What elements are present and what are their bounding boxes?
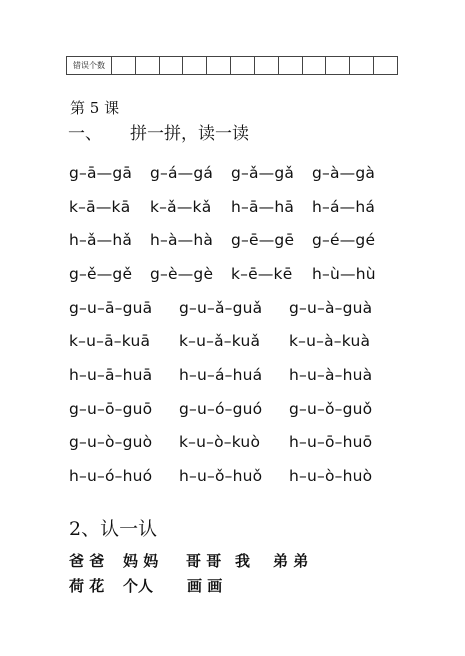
error-count-cell xyxy=(112,57,136,74)
error-count-cell xyxy=(303,57,327,74)
pinyin-item: k–ē—kē xyxy=(231,264,293,283)
pinyin-row xyxy=(69,190,399,224)
pinyin-item: k–ā—kā xyxy=(69,197,131,216)
error-count-cell xyxy=(279,57,303,74)
pinyin-item: g–é—gé xyxy=(312,231,376,250)
pinyin-item: g–ē—gē xyxy=(231,231,295,250)
pinyin-item: h–u–ó–huó xyxy=(69,467,153,486)
pinyin-item: g–ǎ—gǎ xyxy=(231,163,295,182)
word-item: 妈 妈 xyxy=(123,552,159,570)
pinyin-item: g–u–ó–guó xyxy=(179,399,263,418)
pinyin-item: h–u–à–huà xyxy=(289,365,373,384)
word-item: 荷 花 xyxy=(69,577,105,595)
pinyin-row xyxy=(69,459,399,493)
pinyin-item: g–ā—gā xyxy=(69,163,133,182)
pinyin-item: k–u–ò–kuò xyxy=(179,433,261,452)
pinyin-item: g–u–ò–guò xyxy=(69,433,153,452)
lesson-title: 第 5 课 xyxy=(70,99,120,117)
error-count-cell xyxy=(136,57,160,74)
word-item: 弟 弟 xyxy=(273,552,309,570)
pinyin-item: h–u–ò–huò xyxy=(289,467,373,486)
error-count-table xyxy=(66,56,398,75)
word-item: 我 xyxy=(235,552,251,570)
pinyin-practice-grid xyxy=(69,156,399,493)
error-count-cell xyxy=(160,57,184,74)
pinyin-item: h–ù—hù xyxy=(312,264,376,283)
pinyin-item: k–u–ǎ–kuǎ xyxy=(179,332,261,351)
pinyin-row xyxy=(69,358,399,392)
error-count-cell xyxy=(255,57,279,74)
pinyin-item: k–u–à–kuà xyxy=(289,332,371,351)
pinyin-item: g–á—gá xyxy=(150,163,214,182)
pinyin-row xyxy=(69,291,399,325)
pinyin-item: h–ā—hā xyxy=(231,197,295,216)
pinyin-item: h–ǎ—hǎ xyxy=(69,231,133,250)
error-count-cell xyxy=(374,57,398,74)
error-count-label: 错误个数 xyxy=(66,57,112,74)
pinyin-item: h–u–ā–huā xyxy=(69,365,153,384)
section-one-instruction: 拼一拼，读一读 xyxy=(130,124,249,144)
word-item: 哥 哥 xyxy=(186,552,222,570)
pinyin-item: g–u–ǒ–guǒ xyxy=(289,399,373,418)
pinyin-item: g–u–ō–guō xyxy=(69,399,153,418)
pinyin-item: k–ǎ—kǎ xyxy=(150,197,212,216)
pinyin-item: h–u–á–huá xyxy=(179,365,263,384)
word-item: 爸 爸 xyxy=(69,552,105,570)
pinyin-row xyxy=(69,426,399,460)
pinyin-item: g–u–ā–guā xyxy=(69,298,153,317)
pinyin-row xyxy=(69,223,399,257)
pinyin-item: g–ě—gě xyxy=(69,264,133,283)
error-count-cell xyxy=(326,57,350,74)
word-item: 画 画 xyxy=(187,577,223,595)
error-count-cell xyxy=(350,57,374,74)
pinyin-row xyxy=(69,156,399,190)
word-item: 个人 xyxy=(123,577,154,595)
pinyin-item: h–u–ǒ–huǒ xyxy=(179,467,263,486)
pinyin-item: h–á—há xyxy=(312,197,376,216)
error-count-cell xyxy=(183,57,207,74)
pinyin-row xyxy=(69,257,399,291)
pinyin-row xyxy=(69,324,399,358)
pinyin-item: h–u–ō–huō xyxy=(289,433,373,452)
pinyin-item: g–è—gè xyxy=(150,264,214,283)
section-one-number: 一、 xyxy=(68,124,102,144)
pinyin-item: g–u–ǎ–guǎ xyxy=(179,298,263,317)
pinyin-item: k–u–ā–kuā xyxy=(69,332,151,351)
section-one-heading xyxy=(68,123,249,145)
pinyin-item: h–à—hà xyxy=(150,231,214,250)
pinyin-item: g–u–à–guà xyxy=(289,298,373,317)
pinyin-item: g–à—gà xyxy=(312,163,376,182)
pinyin-row xyxy=(69,392,399,426)
error-count-cell xyxy=(231,57,255,74)
section-two-title: 2、认一认 xyxy=(69,518,158,540)
error-count-cell xyxy=(207,57,231,74)
